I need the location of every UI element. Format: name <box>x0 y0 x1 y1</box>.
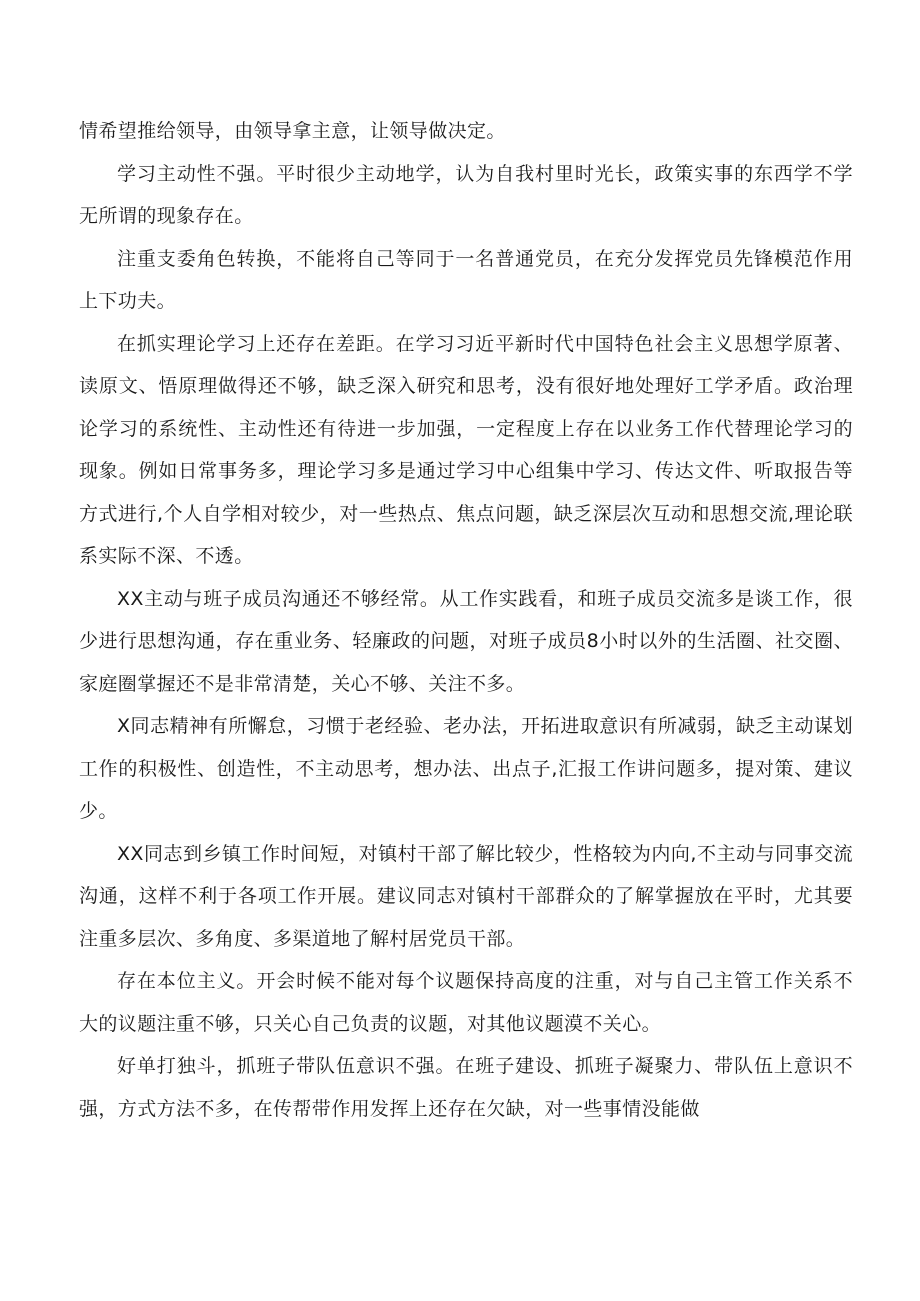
paragraph-short-tenure: XX同志到乡镇工作时间短，对镇村干部了解比较少，性格较为内向,不主动与同事交流沟通，这样不利于各项工作开展。建议同志对镇村干部群众的了解掌握放在平时，尤其要注重多层次、多角度、多渠道地了解村居党员干部。 <box>79 842 853 950</box>
paragraph-study-initiative: 学习主动性不强。平时很少主动地学，认为自我村里时光长，政策实事的东西学不学无所谓的现象存在。 <box>79 162 853 227</box>
paragraph-team-communication: XX主动与班子成员沟通还不够经常。从工作实践看，和班子成员交流多是谈工作，很少进行思想沟通，存在重业务、轻廉政的问题，对班子成员8小时以外的生活圈、社交圈、家庭圈掌握还不是非常清楚，关心不够、关注不多。 <box>79 587 853 695</box>
paragraph-spirit-slack: X同志精神有所懈怠，习惯于老经验、老办法，开拓进取意识有所减弱，缺乏主动谋划工作的积极性、创造性，不主动思考，想办法、出点子,汇报工作讲问题多，提对策、建议少。 <box>79 715 853 822</box>
paragraph-solo-work: 好单打独斗，抓班子带队伍意识不强。在班子建设、抓班子凝聚力、带队伍上意识不强，方式方法不多，在传帮带作用发挥上还存在欠缺，对一些事情没能做 <box>79 1055 853 1120</box>
document-body <box>79 110 853 1130</box>
paragraph-role-change: 注重支委角色转换，不能将自己等同于一名普通党员，在充分发挥党员先锋模范作用上下功夫。 <box>79 247 853 312</box>
paragraph-theory-study: 在抓实理论学习上还存在差距。在学习习近平新时代中国特色社会主义思想学原著、读原文、悟原理做得还不够，缺乏深入研究和思考，没有很好地处理好工学矛盾。政治理论学习的系统性、主动性还有待进一步加强，一定程度上存在以业务工作代替理论学习的现象。例如日常事务多，理论学习多是通过学习中心组集中学习、传达文件、听取报告等方式进行,个人自学相对较少，对一些热点、焦点问题，缺乏深层次互动和思想交流,理论联系实际不深、不透。 <box>79 332 853 567</box>
paragraph-continuation: 情希望推给领导，由领导拿主意，让领导做决定。 <box>79 120 506 142</box>
paragraph-departmentalism: 存在本位主义。开会时候不能对每个议题保持高度的注重，对与自己主管工作关系不大的议题注重不够，只关心自己负责的议题，对其他议题漠不关心。 <box>79 970 853 1035</box>
